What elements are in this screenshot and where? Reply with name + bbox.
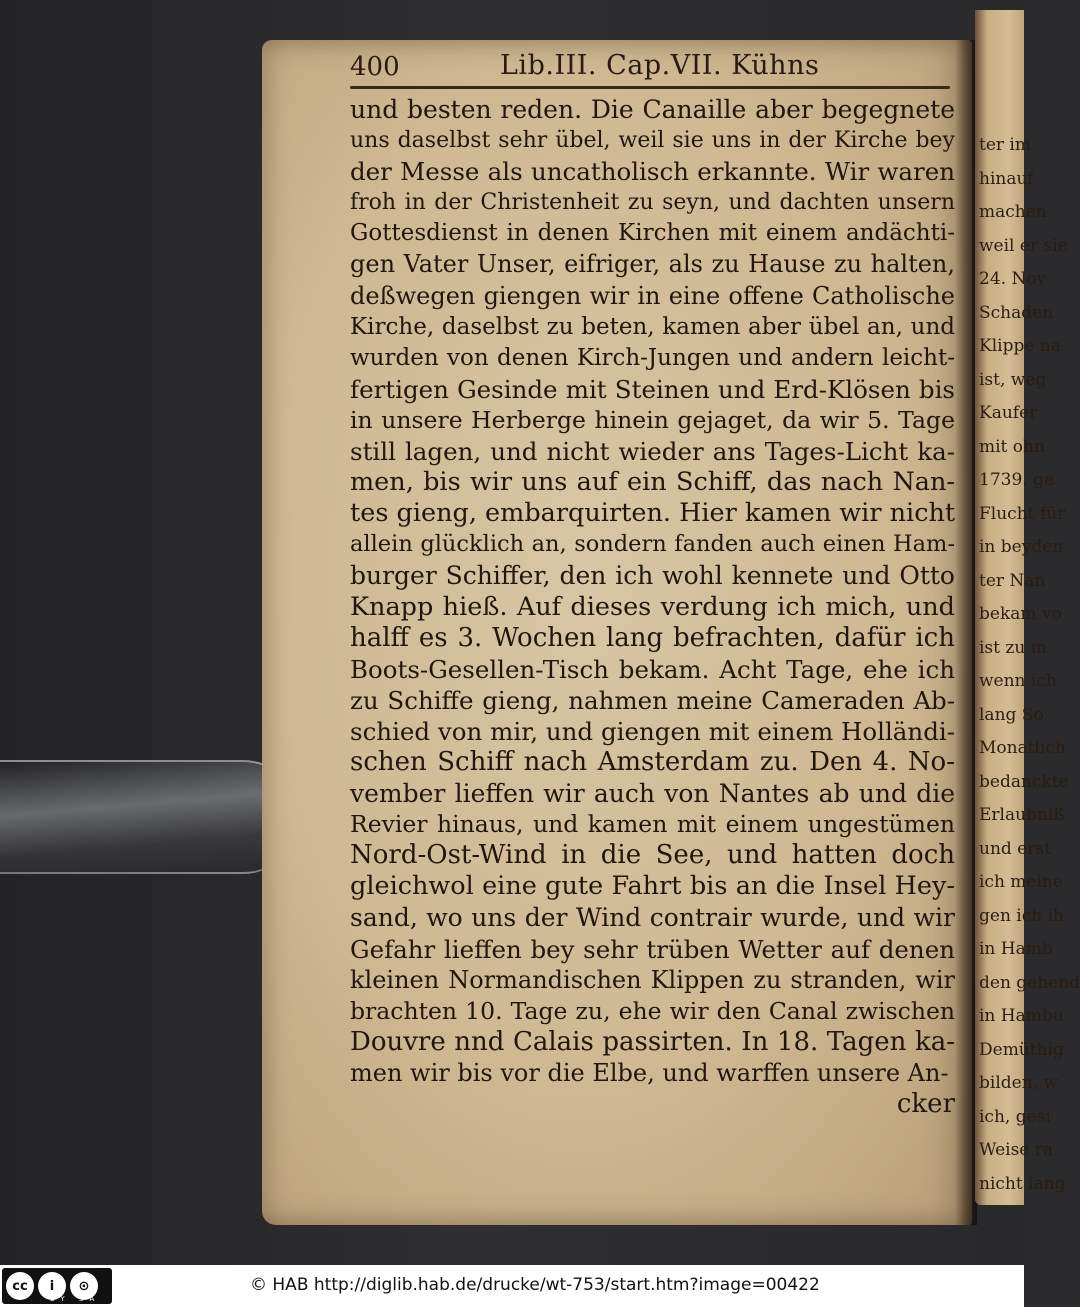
cc-icon: cc <box>6 1272 34 1300</box>
cc-license-badge[interactable] <box>2 1268 112 1304</box>
text-line: Knapp hieß. Auf dieses verdung ich mich, und <box>350 591 955 622</box>
text-line: Kirche, daselbst zu beten, kamen aber übel an, und <box>350 313 955 340</box>
text-line: Nord-Ost-Wind in die See, und hatten doch <box>350 840 955 871</box>
attribution-icon: i <box>38 1272 66 1300</box>
facing-page-fragment: 24. Nov <box>979 269 1047 289</box>
text-line: halff es 3. Wochen lang befrachten, dafür ich <box>350 622 955 653</box>
page-header <box>350 46 950 86</box>
facing-page-fragment: 1739. ge <box>979 470 1055 490</box>
text-line: wurden von denen Kirch-Jungen und andern leicht- <box>350 344 955 371</box>
text-line: vember lieffen wir auch von Nantes ab und die <box>350 779 955 809</box>
facing-page-fragment: in Hambu <box>979 1006 1064 1026</box>
facing-page-fragment: nicht lang <box>979 1173 1066 1194</box>
facing-page-fragment: in Hamb <box>979 939 1053 959</box>
text-line: kleinen Normandischen Klippen zu stranden, wir <box>350 965 955 994</box>
facing-page-fragment: bilden, w <box>979 1073 1059 1093</box>
facing-page <box>975 10 1080 1205</box>
text-line: froh in der Christenheit zu seyn, und dachten unsern <box>350 190 955 216</box>
text-line: schied von mir, und giengen mit einem Holländi- <box>350 716 955 746</box>
text-line: sand, wo uns der Wind contrair wurde, und wir <box>350 903 955 933</box>
facing-page-fragment: hinauf <box>979 168 1034 189</box>
facing-page-fragment: Flucht für <box>979 503 1066 524</box>
facing-page-fragment: Demüthig <box>979 1039 1064 1060</box>
facing-page-fragment: Schaden <box>979 302 1054 323</box>
facing-page-fragment: gen ich ih <box>979 905 1064 926</box>
facing-page-fragment: ist, weg <box>979 369 1047 390</box>
text-line: Boots-Gesellen-Tisch bekam. Acht Tage, ehe ich <box>350 654 955 684</box>
license-sub-label: BY SA <box>50 1295 101 1303</box>
facing-page-fragment: ich, gesi <box>979 1106 1051 1127</box>
facing-page-fragment: bekam vo <box>979 604 1062 624</box>
text-line: Revier hinaus, und kamen mit einem ungestümen <box>350 810 955 839</box>
text-line: Gefahr lieffen bey sehr trüben Wetter auf denen <box>350 934 955 964</box>
share-alike-icon: ⊙ <box>70 1272 98 1300</box>
body-text <box>350 94 955 1120</box>
text-line: uns daselbst sehr übel, weil sie uns in der Kirche bey <box>350 128 955 154</box>
text-line: schen Schiff nach Amsterdam zu. Den 4. No- <box>350 746 955 777</box>
text-line: und besten reden. Die Canaille aber begegnete <box>350 95 955 124</box>
text-line: tes gieng, embarquirten. Hier kamen wir nicht <box>350 498 956 529</box>
text-line: allein glücklich an, sondern fanden auch einen Ham- <box>350 531 955 558</box>
running-head: Lib.III. Cap.VII. Kühns <box>500 50 820 81</box>
text-line: der Messe als uncatholisch erkannte. Wir waren <box>350 157 955 187</box>
text-line: in unsere Herberge hinein gejaget, da wir 5. Tage <box>350 405 955 434</box>
text-line: men wir bis vor die Elbe, und warffen unsere An- <box>350 1058 949 1087</box>
glass-reflection <box>0 760 300 874</box>
catchword: cker <box>896 1089 955 1119</box>
header-rule <box>350 86 950 89</box>
facing-page-fragment: in beyden <box>979 537 1064 557</box>
facing-page-fragment: Weise ra <box>979 1140 1054 1160</box>
page-gutter <box>955 40 977 1225</box>
text-line: gleichwol eine gute Fahrt bis an die Insel Hey- <box>350 871 955 902</box>
facing-page-fragment: bedanckte <box>979 771 1069 792</box>
facing-page-fragment: Erlaubniß <box>979 805 1065 825</box>
facing-page-fragment: ist zu m <box>979 637 1047 658</box>
facing-page-fragment: ter Nan <box>979 570 1046 591</box>
text-line: brachten 10. Tage zu, ehe wir den Canal zwischen <box>350 996 955 1025</box>
footer-bar <box>0 1265 1024 1307</box>
text-line: burger Schiffer, den ich wohl kennete und Otto <box>350 561 955 591</box>
facing-page-fragment: wenn ich <box>979 671 1057 691</box>
page-number: 400 <box>350 52 400 82</box>
text-line: still lagen, und nicht wieder ans Tages-Licht ka- <box>350 437 955 467</box>
text-line: Gottesdienst in denen Kirchen mit einem andächti- <box>350 220 955 247</box>
facing-page-fragment: lang So <box>979 704 1044 725</box>
facing-page-fragment: mit ohn <box>979 436 1045 457</box>
text-line: zu Schiffe gieng, nahmen meine Cameraden Ab- <box>350 685 955 715</box>
facing-page-fragment: ich meine <box>979 872 1063 892</box>
text-line: fertigen Gesinde mit Steinen und Erd-Klösen bis <box>350 374 955 404</box>
facing-page-fragment: und erst <box>979 838 1051 859</box>
facing-page-fragment: Kaufer <box>979 403 1038 423</box>
source-credit: © HAB http://diglib.hab.de/drucke/wt-753/start.htm?image=00422 <box>250 1275 820 1295</box>
text-line: deßwegen giengen wir in eine offene Catholische <box>350 281 955 310</box>
facing-page-fragment: den gehend <box>979 972 1080 993</box>
facing-page-fragment: weil er sie <box>979 235 1068 256</box>
facing-page-fragment: Klippe na <box>979 336 1061 356</box>
text-line: men, bis wir uns auf ein Schiff, das nach Nan- <box>350 467 955 498</box>
text-line: gen Vater Unser, eifriger, als zu Hause zu halten, <box>350 250 955 279</box>
facing-page-fragment: Monatlich <box>979 738 1066 758</box>
text-line: Douvre nnd Calais passirten. In 18. Tagen ka- <box>350 1026 955 1057</box>
facing-page-fragment: machen <box>979 202 1047 222</box>
facing-page-fragment: ter im <box>979 135 1031 155</box>
